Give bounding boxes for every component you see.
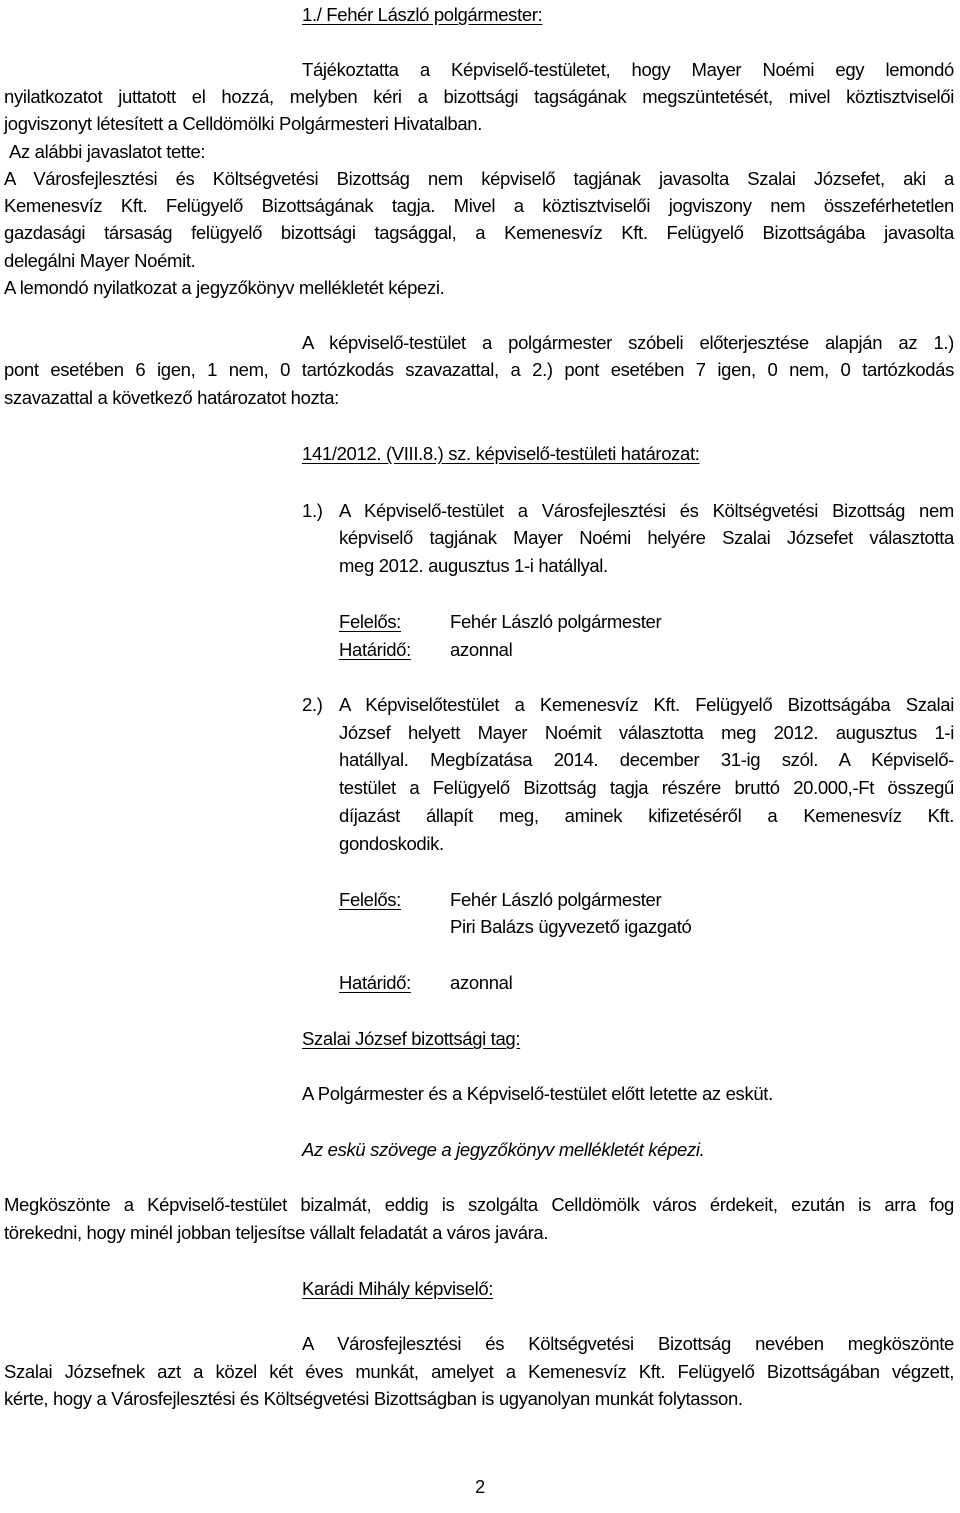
page-number: 2 [475,1477,485,1497]
proposal-line-1: A Városfejlesztési és Költségvetési Bizottság nem képviselő tagjának javasolta Szalai Józsefet, aki a [4,168,954,189]
item-1-line-3: meg 2012. augusztus 1-i hatállyal. [339,555,608,576]
vote-line-1: A képviselő-testület a polgármester szóbeli előterjesztése alapján az 1.) [302,332,954,353]
karadi-line-3: kérte, hogy a Városfejlesztési és Költségvetési Bizottságban is ugyanolyan munkát folytasson. [4,1388,743,1409]
karadi-line-2: Szalai Józsefnek azt a közel két éves munkát, amelyet a Kemenesvíz Kft. Felügyelő Bizottságában végzett, [4,1361,954,1382]
karadi-line-1: A Városfejlesztési és Költségvetési Bizottság nevében megköszönte [302,1333,954,1354]
item-1-felelos-label: Felelős: [339,611,401,632]
item-2-felelos-value-2: Piri Balázs ügyvezető igazgató [450,916,692,937]
thanks-line-2: törekedni, hogy minél jobban teljesítse vállalt feladatát a város javára. [4,1222,549,1243]
resolution-title: 141/2012. (VIII.8.) sz. képviselő-testületi határozat: [302,443,700,464]
item-2-line-4: testület a Felügyelő Bizottság tagja részére bruttó 20.000,-Ft összegű [339,777,954,798]
szalai-text: A Polgármester és a Képviselő-testület előtt letette az esküt. [302,1083,773,1104]
proposal-intro: Az alábbi javaslatot tette: [9,141,206,162]
section-heading: 1./ Fehér László polgármester: [302,4,543,25]
item-1-line-1: A Képviselő-testület a Városfejlesztési és Költségvetési Bizottság nem [339,500,954,521]
proposal-line-3: gazdasági társaság felügyelő bizottsági tagsággal, a Kemenesvíz Kft. Felügyelő Bizottságába javasolta [4,222,954,243]
oath-note: Az eskü szövege a jegyzőkönyv mellékletét képezi. [302,1139,705,1160]
intro-line-2: nyilatkozatot juttatott el hozzá, melyben kéri a bizottsági tagságának megszüntetését, mivel köztisztviselői [4,86,954,107]
proposal-line-5: A lemondó nyilatkozat a jegyzőkönyv mellékletét képezi. [4,277,445,298]
karadi-heading: Karádi Mihály képviselő: [302,1278,494,1299]
item-2-line-1: A Képviselőtestület a Kemenesvíz Kft. Felügyelő Bizottságába Szalai [339,694,954,715]
item-2-line-5: díjazást állapít meg, aminek kifizetéséről a Kemenesvíz Kft. [339,805,954,826]
item-1-felelos-value: Fehér László polgármester [450,611,662,632]
intro-line-1: Tájékoztatta a Képviselő-testületet, hogy Mayer Noémi egy lemondó [302,59,954,80]
item-2-felelos-label: Felelős: [339,889,401,910]
proposal-line-4: delegálni Mayer Noémit. [4,250,196,271]
item-1-number: 1.) [302,500,323,521]
szalai-heading: Szalai József bizottsági tag: [302,1028,521,1049]
item-2-line-2: József helyett Mayer Noémit választotta meg 2012. augusztus 1-i [339,722,954,743]
thanks-line-1: Megköszönte a Képviselő-testület bizalmát, eddig is szolgálta Celldömölk város érdekeit, ezután is arra fog [4,1194,954,1215]
item-2-felelos-value-1: Fehér László polgármester [450,889,662,910]
intro-line-3: jogviszonyt létesített a Celldömölki Polgármesteri Hivatalban. [4,113,483,134]
item-2-line-3: hatállyal. Megbízatása 2014. december 31-ig szól. A Képviselő- [339,749,954,770]
item-2-line-6: gondoskodik. [339,833,444,854]
vote-line-3: szavazattal a következő határozatot hozta: [4,387,339,408]
item-1-line-2: képviselő tagjának Mayer Noémi helyére Szalai Józsefet választotta [339,527,954,548]
vote-line-2: pont esetében 6 igen, 1 nem, 0 tartózkodás szavazattal, a 2.) pont esetében 7 igen, 0 nem, 0 tartózkodás [4,359,954,380]
item-2-number: 2.) [302,694,323,715]
item-1-hatarido-value: azonnal [450,639,513,660]
item-1-hatarido-label: Határidő: [339,639,411,660]
item-2-hatarido-value: azonnal [450,972,513,993]
proposal-line-2: Kemenesvíz Kft. Felügyelő Bizottságának tagja. Mivel a köztisztviselői jogviszony nem összeférhetetlen [4,195,954,216]
item-2-hatarido-label: Határidő: [339,972,411,993]
